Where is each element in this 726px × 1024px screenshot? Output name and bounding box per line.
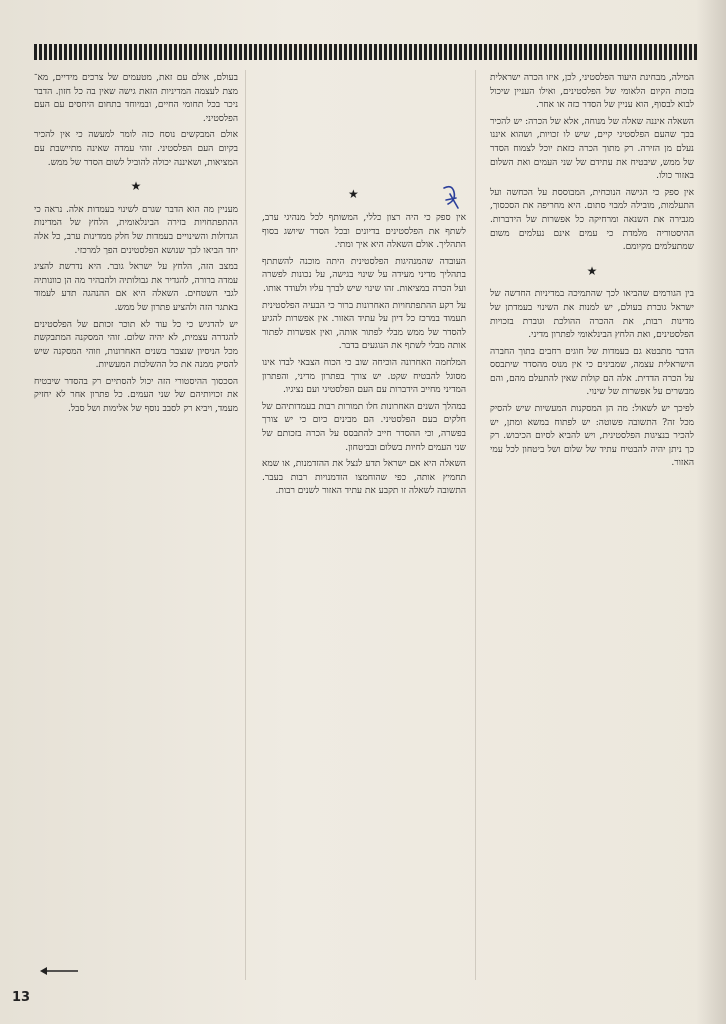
paragraph: השאלה איננה שאלה של מנוחה, אלא של הכרה: יש להכיר בכך שהעם הפלסטיני קיים, שיש לו זכויות, ושהוא איננו נעלם מן הזירה. רק מתוך הכרה כזאת יוכל לצמוח הסדר של ממש, שיבטיח את עתידם של שני העמים ואת השלום באזור כולו. — [490, 116, 694, 182]
column-crease — [475, 70, 476, 980]
paragraph: אין ספק כי הגישה הנוכחית, המבוססת על הכחשה ועל התעלמות, מובילה למבוי סתום. היא מחריפה את הסכסוך, מגבירה את השנאה ומרחיקה כל אפשרות של הידברות. ההיסטוריה מלמדת כי עמים אינם נעלמים משום שמתעלמים מקיומם. — [490, 187, 694, 253]
paragraph: הסכסוך ההיסטורי הזה יכול להסתיים רק בהסדר שיבטיח את זכויותיהם של שני העמים. כל פתרון אחר לא יחזיק מעמד, ויביא רק לסבב נוסף של אלימות ושל סבל. — [34, 376, 238, 415]
paragraph: המלחמה האחרונה הוכיחה שוב כי הכוח הצבאי לבדו אינו מסוגל להבטיח שקט. יש צורך בפתרון מדיני, והפתרון המדיני מחייב הידברות עם העם הפלסטיני ועם נציגיו. — [262, 357, 466, 396]
column-crease — [245, 70, 246, 980]
paragraph: במצב הזה, הלחץ על ישראל גובר. היא נדרשת להציג עמדה ברורה, להגדיר את גבולותיה ולהבהיר מה הן כוונותיה לגבי השטחים. השאלה היא אם ההנהגה תדע לעמוד באתגר הזה ולהציע פתרון של ממש. — [34, 262, 238, 313]
article-column-right — [490, 72, 694, 977]
paragraph: בין הגורמים שהביאו לכך שהתמיכה במדיניות החדשה של ישראל גוברת בעולם, יש למנות את השינוי בעמדתן של מדינות רבות, את ההכרה ההולכת וגוברת בזכויות הפלסטינים, ואת הלחץ הבינלאומי לפתרון מדיני. — [490, 289, 694, 341]
paragraph: במהלך השנים האחרונות חלו תמורות רבות בעמדותיהם של חלקים בעם הפלסטיני. הם מבינים כיום כי יש צורך בפשרה, וכי ההסדר חייב להתבסס על הכרה בזכותם של שני העמים לחיות בשלום ובביטחון. — [262, 401, 466, 453]
paper-edge-wear — [696, 0, 726, 1024]
paragraph: לפיכך יש לשאול: מה הן המסקנות המעשיות שיש להסיק מכל זה? התשובה פשוטה: יש לפתוח במשא ומתן, יש להכיר בנציגות הפלסטינית, ויש להביא לסיום הכיבוש. רק כך ניתן יהיה להבטיח עתיד של שלום ושל ביטחון לכל עמי האזור. — [490, 404, 694, 469]
paragraph: אולם המבקשים נוסח כזה לומר למעשה כי אין להכיר בקיום העם הפלסטיני. זוהי עמדה שאינה מתיישבת עם המציאות, ושאיננה יכולה להוביל לשום הסדר של ממש. — [34, 130, 238, 168]
continued-arrow-icon — [40, 966, 80, 976]
section-star-icon: ★ — [586, 263, 598, 278]
paragraph: בעולם, אולם עם זאת, מטעמים של צרכים מידיים, מא־ מצת לעצמה המדיניות הזאת גישה שאין בה כל חזון. הדבר ניכר בכל תחומי החיים, ובמיוחד בתחום היחסים עם העם הפלסטיני. — [34, 73, 238, 124]
section-star-icon: ★ — [130, 179, 142, 194]
paragraph: אין ספק כי היה רצון כללי, המשותף לכל מנהיגי ערב, לשתף את הפלסטינים בדיונים ובכל הסדר שיושג בסוף התהליך. אולם השאלה היא איך ומתי. — [262, 213, 466, 251]
decorative-header-band — [34, 44, 698, 60]
paragraph: יש להדגיש כי כל עוד לא תוכר זכותם של הפלסטינים להגדרה עצמית, לא יהיה שלום. זוהי המסקנה המתבקשת מכל הניסיון שנצבר בשנים האחרונות, וזוהי המסקנה שיש להסיק ממנה את כל ההשלכות המעשיות. — [34, 319, 238, 371]
page-number: 13 — [12, 990, 31, 1005]
paragraph: המילה, מבחינת היעוד הפלסטיני, לכן, איזו הכרה ישראלית בזכות הקיום הלאומי של הפלסטינים, ואילו העניין שיכול לבוא לבסוף, הוא עניין של הסדר כזה או אחר. — [490, 73, 694, 111]
article-column-middle — [262, 72, 466, 977]
paragraph: השאלה היא אם ישראל תדע לנצל את ההזדמנות, או שמא תחמיץ אותה, כפי שהוחמצו הזדמנויות רבות בעבר. התשובה לשאלה זו תקבע את עתיד האזור לשנים רבות. — [262, 459, 466, 497]
paragraph: העובדה שהמנהיגות הפלסטינית היתה מוכנה להשתתף בתהליך מדיני מעידה על שינוי בגישה, על נכונות לפשרה ועל הכרה במציאות. זהו שינוי שיש לברך עליו ולעודד אותו. — [262, 256, 466, 294]
paragraph: על רקע ההתפתחויות האחרונות ברור כי הבעיה הפלסטינית תעמוד במרכז כל דיון על עתיד האזור. אין אפשרות להגיע להסדר של ממש מבלי לפתור אותה, ואין אפשרות לפתור אותה מבלי לשתף את הנוגעים בדבר. — [262, 300, 466, 352]
section-star-icon: ★ — [348, 187, 359, 201]
handwritten-mark-icon — [440, 182, 462, 212]
paragraph: מעניין מה הוא הדבר שגרם לשינוי בעמדות אלה. נראה כי ההתפתחויות בזירה הבינלאומית, הלחץ של המדינות הגדולות והשינויים בעמדות של חלק ממדינות ערב, כל אלה יחד הביאו לכך שנושא הפלסטינים הפך למרכזי. — [34, 204, 238, 256]
paragraph: הדבר מתבטא גם בעמדות של חוגים רחבים בתוך החברה הישראלית עצמה, שמבינים כי אין מנוס מהסדר שיתבסס על הכרה הדדית. אלה הם קולות שאין להתעלם מהם, והם מבשרים על אפשרות של שינוי. — [490, 346, 694, 398]
article-column-left — [34, 72, 238, 977]
